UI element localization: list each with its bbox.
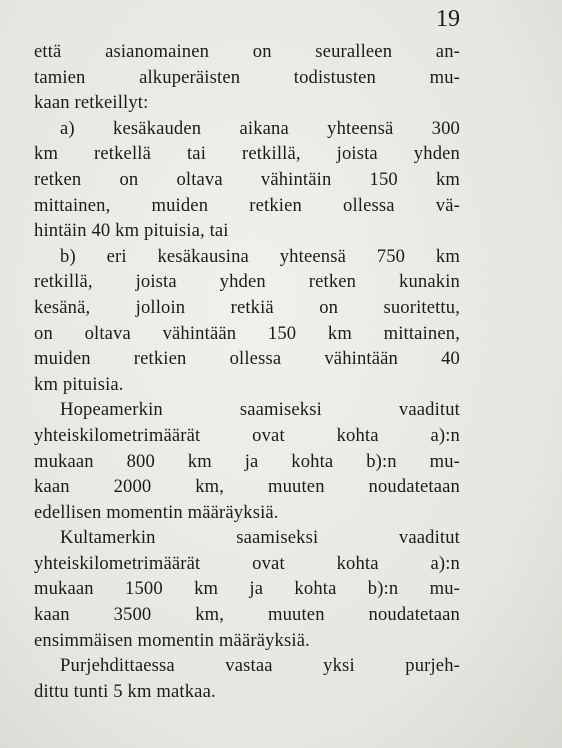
text-line: yhteiskilometrimäärät ovat kohta a):n [34,424,460,446]
text-line: kaan 2000 km, muuten noudatetaan [34,476,460,498]
text-line: yhteiskilometrimäärät ovat kohta a):n [34,552,460,574]
text-line: Kultamerkin saamiseksi vaaditut [60,527,460,549]
text-line: Hopeamerkin saamiseksi vaaditut [60,399,460,421]
text-line: Purjehdittaessa vastaa yksi purjeh- [60,655,460,677]
text-line: on oltava vähintään 150 km mittainen, [34,322,460,344]
text-line: kesänä, jolloin retkiä on suoritettu, [34,296,460,318]
text-line: retkillä, joista yhden retken kunakin [34,271,460,293]
page-number: 19 [436,6,460,32]
paragraph-item-a [34,116,460,244]
text-line: mukaan 800 km ja kohta b):n mu- [34,450,460,472]
paragraph-sailing [34,653,460,704]
text-line: mittainen, muiden retkien ollessa vä- [34,194,460,216]
text-line: dittu tunti 5 km matkaa. [34,680,216,702]
text-line: hintäin 40 km pituisia, tai [34,220,229,242]
paragraph-item-b [34,244,460,398]
paragraph-silver-badge [34,397,460,525]
text-line: mukaan 1500 km ja kohta b):n mu- [34,578,460,600]
text-line: a) kesäkauden aikana yhteensä 300 [60,117,460,139]
text-line: tamien alkuperäisten todistusten mu- [34,66,460,88]
text-line: kaan retkeillyt: [34,92,149,114]
paragraph-gold-badge [34,525,460,653]
text-line: ensimmäisen momentin määräyksiä. [34,629,310,651]
body-text [34,39,460,704]
text-line: muiden retkien ollessa vähintään 40 [34,348,460,370]
text-line: edellisen momentin määräyksiä. [34,501,279,523]
text-line: km retkellä tai retkillä, joista yhden [34,143,460,165]
text-line: kaan 3500 km, muuten noudatetaan [34,604,460,626]
text-line: km pituisia. [34,373,124,395]
text-line: että asianomainen on seuralleen an- [34,41,460,62]
text-line: retken on oltava vähintäin 150 km [34,168,460,190]
text-line: b) eri kesäkausina yhteensä 750 km [60,245,460,267]
paragraph-intro [34,39,460,116]
